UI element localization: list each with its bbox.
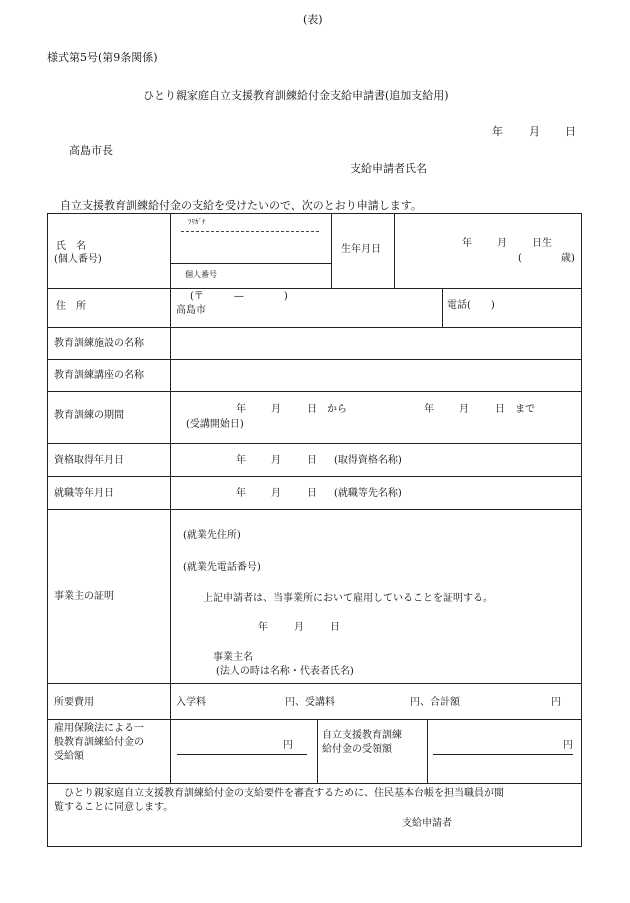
qualification-label: 資格取得年月日 [54,455,124,466]
insurance-label-line3: 受給額 [54,751,84,762]
support-amount-label-line2: 給付金の受領額 [322,744,392,755]
individual-number-label: (個人番号) [54,254,102,265]
facility-label: 教育訓練施設の名称 [54,338,144,349]
employment-day: 日 [307,488,317,499]
period-end-year: 年 [424,404,434,415]
employer-cert-label: 事業主の証明 [54,591,114,602]
entrance-fee-label: 入学料 [176,697,206,708]
insurance-label-line2: 般教育訓練給付金の [54,737,144,748]
qualification-name-note: (取得資格名称) [334,455,402,466]
intro-text: 自立支援教育訓練給付金の支給を受けたいので、次のとおり申請します。 [60,199,422,212]
certification-text: 上記申請者は、当事業所において雇用していることを証明する。 [203,593,493,604]
address-label: 住 所 [56,301,86,312]
birth-month: 月 [497,238,507,249]
total-amount-label: 円、合計額 [410,697,460,708]
qualification-day: 日 [307,455,317,466]
period-start-day: 日 から [307,404,347,415]
workplace-phone-note: (就業先電話番号) [183,562,261,573]
consent-line1: ひとり親家庭自立支援教育訓練給付金の支給要件を審査するために、住民基本台帳を担当職員が閲 [64,788,504,799]
date-day: 日 [565,125,576,138]
employer-name-label: 事業主名 [213,652,253,663]
period-start-note: (受講開始日) [186,419,244,430]
expenses-label: 所要費用 [54,697,94,708]
document-title: ひとり親家庭自立支援教育訓練給付金支給申請書(追加支給用) [143,89,449,102]
employment-month: 月 [271,488,281,499]
address-city: 高島市 [176,305,206,316]
birth-day: 日生 [532,238,552,249]
date-year: 年 [492,125,503,138]
cert-month: 月 [294,622,304,633]
support-amount-label-line1: 自立支援教育訓練 [322,730,402,741]
period-label: 教育訓練の期間 [54,410,124,421]
course-label: 教育訓練講座の名称 [54,370,144,381]
consent-applicant-label: 支給申請者 [402,818,452,829]
period-start-month: 月 [271,404,281,415]
form-number: 様式第5号(第9条関係) [47,51,158,64]
age-unit: 歳) [561,253,575,264]
date-month: 月 [529,125,540,138]
postal-code: (〒 — ) [190,291,288,302]
insurance-yen: 円 [283,740,293,751]
name-label: 氏 名 [56,241,86,252]
furigana-label: ﾌﾘｶﾞﾅ [188,218,206,226]
addressee: 高島市長 [69,144,113,157]
employment-year: 年 [236,488,246,499]
birth-year: 年 [462,238,472,249]
tuition-fee-label: 円、受講料 [285,697,335,708]
cert-year: 年 [258,622,268,633]
employer-name-note: (法人の時は名称・代表者氏名) [216,666,354,677]
period-start-year: 年 [236,404,246,415]
application-table [47,213,582,847]
birth-date-label: 生年月日 [341,244,381,255]
age-open: ( [518,253,522,264]
kojin-bango-label: 個人番号 [185,270,217,279]
total-yen: 円 [551,697,561,708]
employment-label: 就職等年月日 [54,488,114,499]
applicant-name-label: 支給申請者氏名 [350,162,427,175]
period-end-month: 月 [459,404,469,415]
employment-name-note: (就職等先名称) [334,488,402,499]
workplace-address-note: (就業先住所) [183,530,241,541]
consent-line2: 覧することに同意します。 [54,802,174,813]
cert-day: 日 [330,622,340,633]
qualification-year: 年 [236,455,246,466]
omote-label: (表) [303,13,323,26]
period-end-day: 日 まで [495,404,535,415]
support-yen: 円 [563,740,573,751]
phone-label: 電話( ) [447,300,495,311]
insurance-label-line1: 雇用保険法による一 [54,723,144,734]
qualification-month: 月 [271,455,281,466]
